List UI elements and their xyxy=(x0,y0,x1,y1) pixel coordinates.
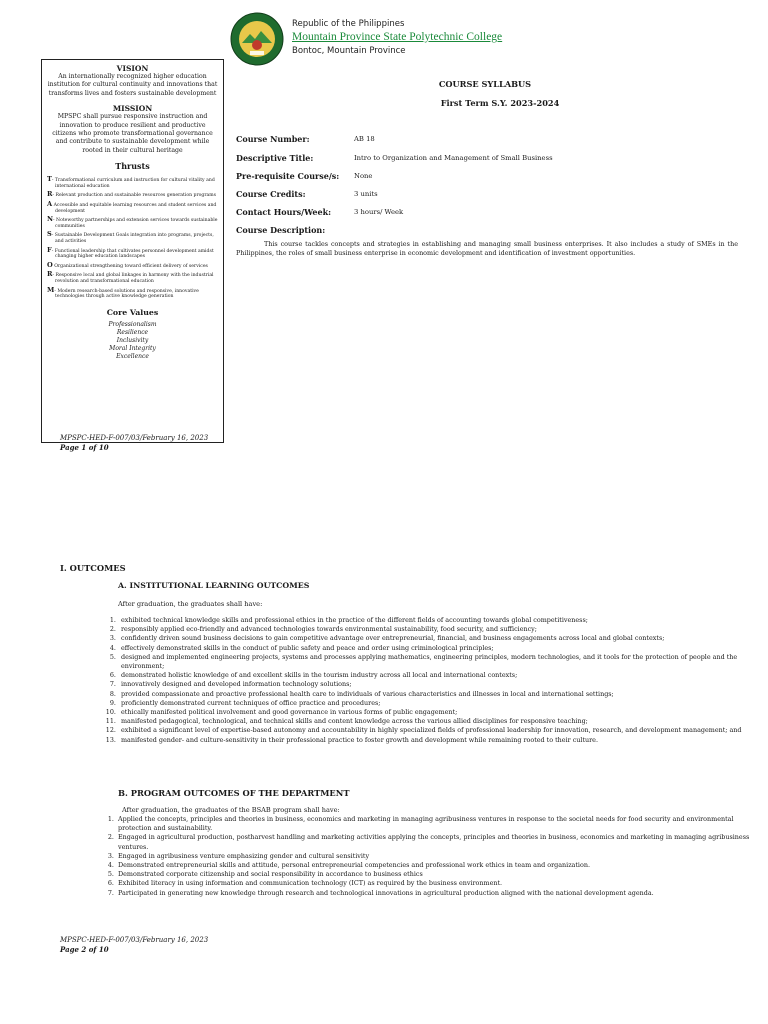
list-item: 1. exhibited technical knowledge skills and professional ethics in the practice of the different fields of accounting towards global competitiveness; xyxy=(118,616,758,625)
mission-text: MPSPC shall pursue responsive instruction and innovation to produce resilient and productive citizens who promote transformational governance and contribute to sustainable development while rooted in their cultural heritage xyxy=(52,113,213,154)
syllabus-title: COURSE SYLLABUS xyxy=(438,79,532,89)
ilo-heading: A. INSTITUTIONAL LEARNING OUTCOMES xyxy=(118,581,310,590)
list-item: 7. Participated in generating new knowledge through research and technological innovations in agricultural production aligned with the national development agenda. xyxy=(116,889,752,898)
footer-form-code: MPSPC-HED-F-007/03/February 16, 2023 xyxy=(60,434,209,442)
list-item: 5. Demonstrated corporate citizenship and social responsibility in accordance to business ethics xyxy=(116,870,752,879)
vision-heading: VISION xyxy=(116,64,149,73)
core-value-item: Moral Integrity xyxy=(109,344,156,352)
list-item: 4. effectively demonstrated skills in the conduct of public safety and peace and order using criminological principles; xyxy=(118,644,758,653)
thrust-item: F- Functional leadership that cultivates personnel development amidst changing higher education landscapes xyxy=(47,245,214,260)
footer-form-code: MPSPC-HED-F-007/03/February 16, 2023 xyxy=(60,936,209,944)
course-credits-label: Course Credits: xyxy=(236,189,306,199)
header-college-name[interactable]: Mountain Province State Polytechnic College xyxy=(292,31,503,43)
vision-mission-panel xyxy=(41,59,224,443)
list-item: 2. Engaged in agricultural production, postharvest handling and marketing activities applying the concepts, principles and theories in business, economics and marketing in managing agribusiness ventures. xyxy=(116,833,752,851)
descriptive-title-value: Intro to Organization and Management of Small Business xyxy=(354,154,553,162)
footer-page-number: Page 2 of 10 xyxy=(60,945,109,954)
core-value-item: Excellence xyxy=(116,352,149,360)
thrust-item: A Accessible and equitable learning resources and student services and development xyxy=(47,200,217,214)
list-item: 3. confidently driven sound business decisions to gain competitive advantage over entrepreneurial, financial, and business engagements across local and global contexts; xyxy=(118,634,758,643)
course-number-value: AB 18 xyxy=(354,135,375,143)
page-footer-2 xyxy=(60,936,208,954)
list-item: 6. Exhibited literacy in using information and communication technology (ICT) as required by the business environment. xyxy=(116,879,752,888)
thrusts-heading: Thrusts xyxy=(115,161,150,172)
prerequisite-value: None xyxy=(354,172,373,180)
college-seal-logo xyxy=(230,12,284,66)
page-footer-1 xyxy=(60,434,208,452)
course-description-text: This course tackles concepts and strategies in establishing and managing small business enterprises. It also includes a study of SMEs in the Philippines, the roles of small business enterprise in economic development and identification of investment opportunities. xyxy=(236,240,738,258)
list-item: 13. manifested gender- and culture-sensitivity in their professional practice to foster growth and development while remaining rooted to their culture. xyxy=(118,736,758,745)
ilo-list xyxy=(102,616,758,745)
course-description-label: Course Description: xyxy=(236,225,326,235)
outcomes-heading: I. OUTCOMES xyxy=(60,563,126,573)
po-heading: B. PROGRAM OUTCOMES OF THE DEPARTMENT xyxy=(118,788,350,798)
list-item: 11. manifested pedagogical, technological, and technical skills and content knowledge across the various allied disciplines for responsive teaching; xyxy=(118,717,758,726)
list-item: 3. Engaged in agribusiness venture emphasizing gender and cultural sensitivity xyxy=(116,852,752,861)
list-item: 1. Applied the concepts, principles and theories in business, economics and marketing in managing agribusiness ventures in response to the societal needs for food security and environmental protection and sustainability. xyxy=(116,815,752,833)
header-republic: Republic of the Philippines xyxy=(292,19,405,29)
thrust-item: R- Relevant production and sustainable resources generation programs xyxy=(47,190,217,199)
list-item: 7. innovatively designed and developed information technology solutions; xyxy=(118,680,758,689)
footer-page-number: Page 1 of 10 xyxy=(60,443,109,452)
list-item: 2. responsibly applied eco-friendly and advanced technologies towards environmental sustainability, food security, and sufficiency; xyxy=(118,625,758,634)
syllabus-term: First Term S.Y. 2023-2024 xyxy=(440,98,560,108)
core-value-item: Inclusivity xyxy=(116,336,149,344)
mission-heading: MISSION xyxy=(112,104,153,114)
core-value-item: Professionalism xyxy=(108,320,157,328)
contact-hours-label: Contact Hours/Week: xyxy=(236,207,332,217)
descriptive-title-label: Descriptive Title: xyxy=(236,153,314,163)
vision-text: An internationally recognized higher education institution for cultural continuity and innovations that transforms lives and fosters sustainable development xyxy=(47,73,218,97)
course-credits-value: 3 units xyxy=(354,190,378,198)
thrust-item: O Organizational strengthening toward efficient delivery of services xyxy=(47,260,208,269)
thrust-item: R- Responsive local and global linkages in harmony with the industrial revolution and transformational education xyxy=(47,270,214,284)
po-intro: After graduation, the graduates of the BSAB program shall have: xyxy=(122,806,340,814)
thrust-item: T- Transformational curriculum and instruction for cultural vitality and international education xyxy=(47,175,215,189)
list-item: 6. demonstrated holistic knowledge of and excellent skills in the tourism industry across all local and international contexts; xyxy=(118,671,758,680)
list-item: 4. Demonstrated entrepreneurial skills and attitude, personal entrepreneurial competencies and professional work ethics in team and organization. xyxy=(116,861,752,870)
list-item: 10. ethically manifested political involvement and good governance in various forms of public engagement; xyxy=(118,708,758,717)
list-item: 12. exhibited a significant level of expertise-based autonomy and accountability in highly specialized fields of professional leadership for innovation, research, and development management; and xyxy=(118,726,758,735)
thrust-item: M- Modern research-based solutions and responsive, innovative technologies through active knowledge generation xyxy=(47,285,199,300)
core-value-item: Resilience xyxy=(116,328,149,336)
course-number-label: Course Number: xyxy=(236,134,310,144)
program-outcomes-list xyxy=(104,815,752,898)
list-item: 8. provided compassionate and proactive professional health care to individuals of various characteristics and illnesses in local and international settings; xyxy=(118,690,758,699)
thrust-item: N- Noteworthy partnerships and extension services towards sustainable communities xyxy=(47,215,218,229)
header-location: Bontoc, Mountain Province xyxy=(292,46,406,56)
thrusts-list xyxy=(47,177,218,300)
list-item: 9. proficiently demonstrated current techniques of office practice and procedures; xyxy=(118,699,758,708)
thrust-item: S- Sustainable Development Goals integration into programs, projects, and activities xyxy=(47,230,214,244)
core-values-heading: Core Values xyxy=(106,307,159,317)
contact-hours-value: 3 hours/ Week xyxy=(354,208,404,216)
ilo-intro: After graduation, the graduates shall have: xyxy=(118,600,263,608)
list-item: 5. designed and implemented engineering projects, systems and processes applying mathematics, engineering principles, modern technologies, and it tools for the protection of people and the environment; xyxy=(118,653,758,671)
prerequisite-label: Pre-requisite Course/s: xyxy=(236,171,340,181)
